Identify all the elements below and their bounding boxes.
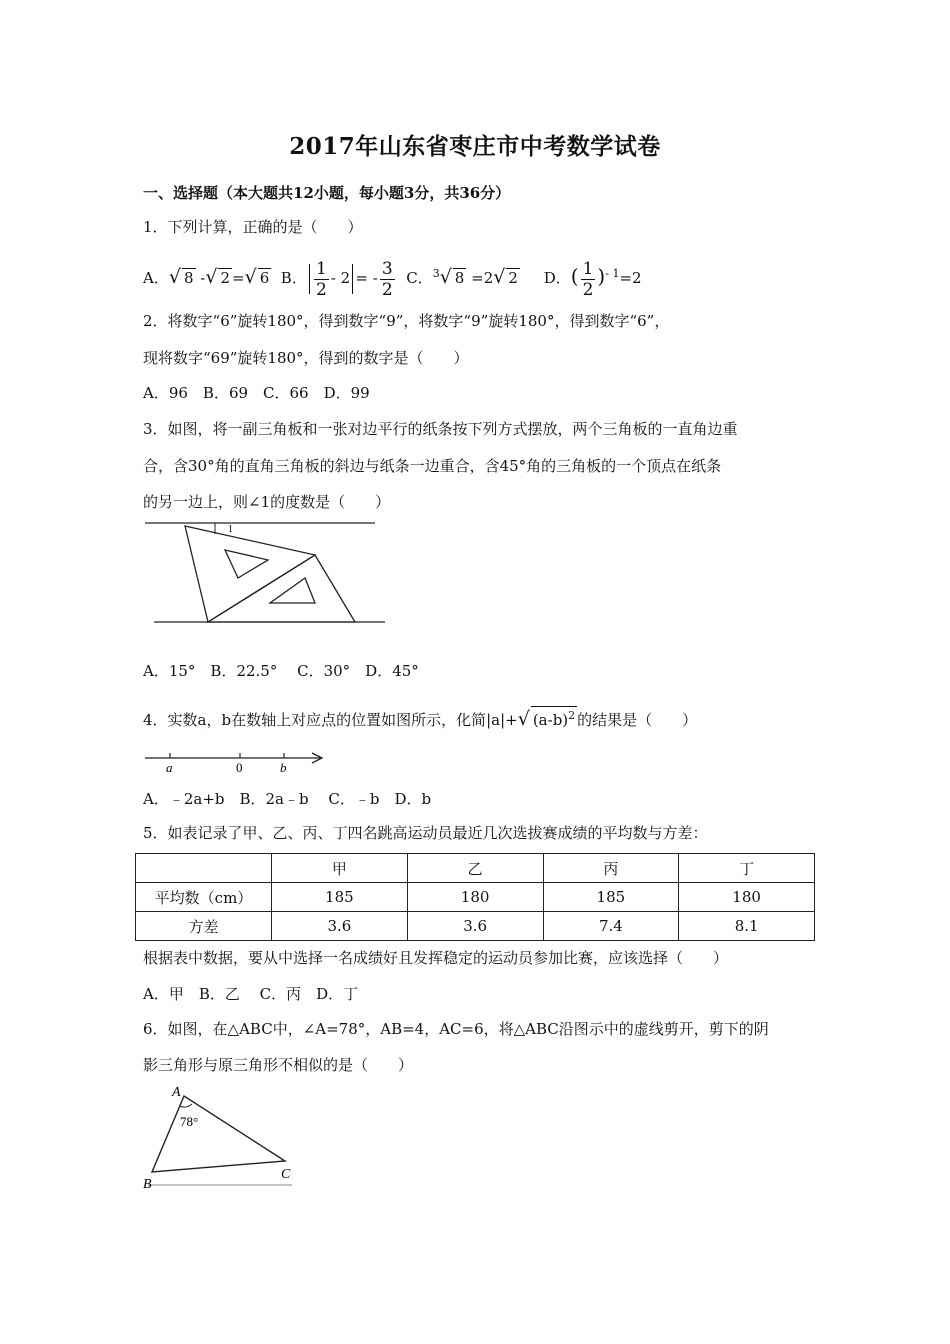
q3-options: A．15° B．22.5° C．30° D．45°: [143, 662, 419, 680]
q1-b-frac2: [380, 259, 395, 300]
q4-rad-exp: 2: [568, 709, 576, 722]
q3-figure: [140, 518, 390, 628]
q2-options: A．96 B．69 C．66 D．99: [143, 384, 370, 402]
triangle-abc: [152, 1096, 285, 1172]
table-cell: 185: [272, 883, 408, 912]
q4-stem: [143, 704, 697, 735]
numerator: 1: [316, 258, 327, 279]
table-header-cell: [136, 854, 272, 883]
q1-a-minus: -: [200, 269, 206, 287]
q6-triangle-figure: [140, 1082, 300, 1192]
vertex-label-b: B: [143, 1177, 152, 1192]
q4-radicand: [531, 706, 577, 729]
q3-line2: 合，含30°角的直角三角板的斜边与纸条一边重合，含45°角的三角板的一个顶点在纸条: [143, 457, 722, 475]
q1-c-index: 3: [432, 267, 440, 280]
q4-number-line: [140, 744, 330, 776]
q3-line3: 的另一边上，则∠1的度数是（ ）: [143, 493, 391, 511]
q1-c-eq: =2: [471, 269, 494, 287]
table-cell: 3.6: [272, 912, 408, 941]
table-cell: 3.6: [407, 912, 543, 941]
q1-b-frac1: [314, 259, 329, 300]
angle-label: 78°: [180, 1114, 199, 1129]
numerator: 1: [582, 258, 594, 279]
q2-line1: 2．将数字“6”旋转180°，得到数字“9”，将数字“9”旋转180°，得到数字“6”，: [143, 312, 670, 330]
q1-options: [143, 256, 642, 300]
page-title: 2017年山东省枣庄市中考数学试卷: [289, 133, 661, 160]
q2-line2: 现将数字“69”旋转180°，得到的数字是（ ）: [143, 349, 469, 367]
radical-sign: √: [439, 266, 452, 288]
q4-stem-post: 的结果是（ ）: [577, 711, 698, 729]
q1-c-label: C．: [406, 269, 433, 287]
q1-d-frac: [581, 259, 596, 300]
q6-line1: 6．如图，在△ABC中，∠A=78°，AB=4，AC=6，将△ABC沿图示中的虚线剪开，剪下的阴: [143, 1020, 769, 1038]
denominator: 2: [316, 279, 327, 300]
axis-label-0: 0: [236, 760, 243, 775]
q6-line2: 影三角形与原三角形不相似的是（ ）: [143, 1056, 414, 1074]
q5-options: A．甲 B．乙 C．丙 D．丁: [143, 985, 359, 1003]
radical-sign: √: [493, 266, 506, 288]
table-header-cell: 丙: [543, 854, 679, 883]
table-header-row: [136, 854, 815, 883]
table-row: [136, 912, 815, 941]
radical-sign: √: [244, 266, 257, 288]
q1-d-eq: =2: [619, 269, 642, 287]
q1-a-rad2: 2: [220, 269, 231, 287]
q1-b-eq: = -: [355, 269, 378, 287]
table-cell: 7.4: [543, 912, 679, 941]
table-cell: 180: [679, 883, 815, 912]
q1-d-open: (: [570, 264, 579, 288]
angle-arc: [180, 1104, 192, 1107]
table-header-cell: 乙: [407, 854, 543, 883]
radical-sign: √: [517, 708, 530, 730]
q4-stem-pre: 4．实数a，b在数轴上对应点的位置如图所示，化简|a|+: [143, 711, 518, 729]
table-cell: 185: [543, 883, 679, 912]
radical-sign: √: [205, 266, 218, 288]
q1-b-mid: - 2: [330, 269, 351, 287]
q4-options: A．﹣2a+b B．2a﹣b C．﹣b D．b: [143, 790, 432, 808]
triangle-45: [208, 555, 355, 622]
q5-table: [135, 853, 815, 941]
q1-c-rad2: 2: [508, 269, 518, 287]
angle-1-label: 1: [228, 524, 233, 535]
table-header-cell: 丁: [679, 854, 815, 883]
abs-bar: [352, 264, 353, 294]
section-heading: 一、选择题（本大题共12小题，每小题3分，共36分）: [143, 184, 511, 202]
q3-line1: 3．如图，将一副三角板和一张对边平行的纸条按下列方式摆放，两个三角板的一直角边重: [143, 420, 738, 438]
q1-d-close: ): [597, 264, 606, 288]
q1-a-label: A．: [143, 269, 169, 287]
axis-label-b: b: [280, 760, 287, 775]
triangle-30: [185, 526, 315, 622]
vertex-label-a: A: [172, 1085, 181, 1100]
table-cell: 180: [407, 883, 543, 912]
q1-a-eq: =: [232, 269, 245, 287]
triangle-30-hole: [225, 550, 268, 578]
q5-after: 根据表中数据，要从中选择一名成绩好且发挥稳定的运动员参加比赛，应该选择（ ）: [143, 949, 729, 967]
denominator: 2: [582, 279, 594, 300]
q5-stem: 5．如表记录了甲、乙、丙、丁四名跳高运动员最近几次选拔赛成绩的平均数与方差：: [143, 824, 708, 842]
table-header-cell: 甲: [272, 854, 408, 883]
table-cell: 方差: [136, 912, 272, 941]
table-cell: 8.1: [679, 912, 815, 941]
table-row: [136, 883, 815, 912]
q1-d-exp: - 1: [605, 267, 620, 280]
axis-label-a: a: [166, 760, 173, 775]
q1-a-rad1: 8: [183, 269, 194, 287]
q4-rad-content: (a-b): [532, 711, 569, 729]
q1-d-label: D．: [543, 269, 571, 287]
q1-c-rad1: 8: [454, 269, 465, 287]
numerator: 3: [381, 258, 393, 279]
abs-bar: [309, 264, 310, 294]
denominator: 2: [381, 279, 393, 300]
q1-a-rad3: 6: [259, 269, 270, 287]
q1-b-label: B．: [280, 269, 307, 287]
table-cell: 平均数（cm）: [136, 883, 272, 912]
radical-sign: √: [168, 266, 181, 288]
q1-stem: 1．下列计算，正确的是（ ）: [143, 218, 363, 236]
vertex-label-c: C: [281, 1167, 291, 1182]
triangle-45-hole: [270, 578, 315, 603]
